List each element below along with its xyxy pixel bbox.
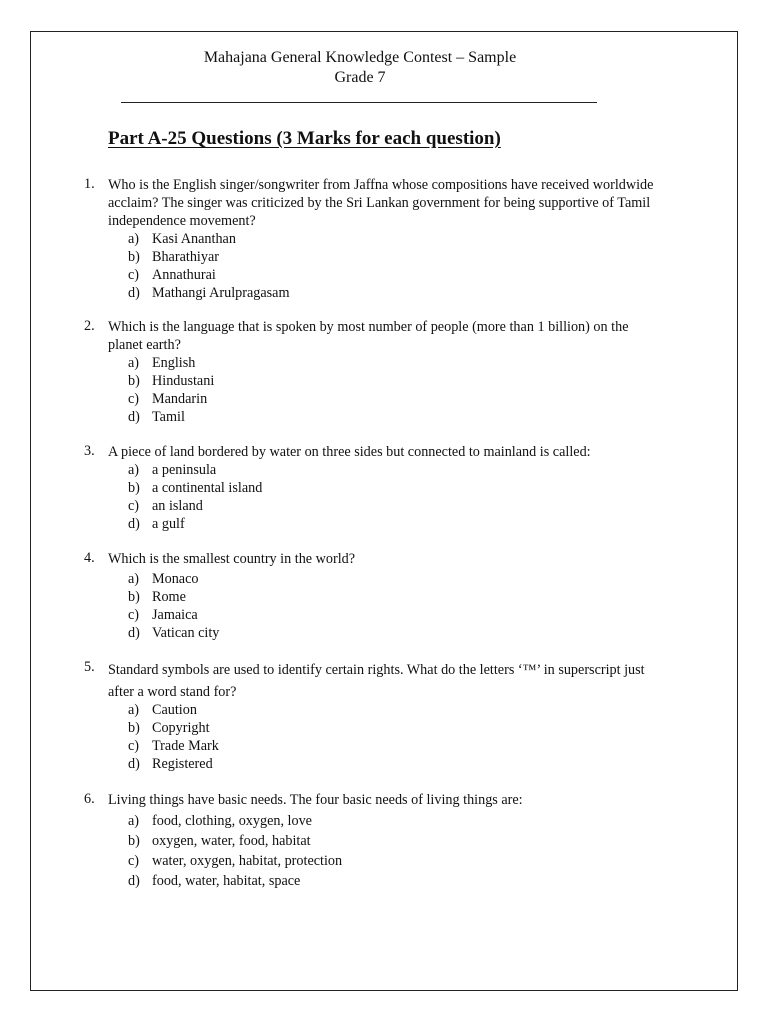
option-item: c) an island [128,498,203,514]
question-number: 3. [84,443,95,459]
option-item: a) Kasi Ananthan [128,231,236,247]
option-item: d) food, water, habitat, space [128,873,301,889]
question-number: 5. [84,659,95,675]
option-item: d) Vatican city [128,625,220,641]
option-item: c) Mandarin [128,391,208,407]
option-item: d) Mathangi Arulpragasam [128,285,290,301]
question-text: Living things have basic needs. The four basic needs of living things are: [108,792,523,808]
question-text: Which is the language that is spoken by most number of people (more than 1 billion) on the planet earth? [108,319,629,353]
option-list [128,230,290,302]
option-item: b) oxygen, water, food, habitat [128,833,311,849]
question-text: A piece of land bordered by water on three sides but connected to mainland is called: [108,444,591,460]
option-item: a) Monaco [128,571,199,587]
option-item: a) food, clothing, oxygen, love [128,813,312,829]
question-text: Who is the English singer/songwriter from Jaffna whose compositions have received worldwide acclaim? The singer was criticized by the Sri Lankan government for being supportive of Tamil independence movement? [108,177,654,229]
option-list [128,811,342,891]
question-number: 1. [84,176,95,192]
option-item: d) Tamil [128,409,185,425]
question-text: Standard symbols are used to identify certain rights. What do the letters ‘™’ in superscript just after a word stand for? [108,662,645,700]
header-rule [121,102,597,103]
question-number: 2. [84,318,95,334]
option-list [128,701,219,773]
option-item: b) Hindustani [128,373,215,389]
option-item: a) a peninsula [128,462,217,478]
option-item: d) Registered [128,756,213,772]
option-item: b) Rome [128,589,186,605]
option-item: a) English [128,355,196,371]
option-list [128,570,219,642]
question-number: 4. [84,550,95,566]
option-item: c) Trade Mark [128,738,219,754]
option-list [128,354,214,426]
grade-label: Grade 7 [334,69,386,86]
option-item: c) Jamaica [128,607,198,623]
option-item: c) Annathurai [128,267,216,283]
question-text: Which is the smallest country in the world? [108,551,356,567]
option-item: b) a continental island [128,480,263,496]
option-item: a) Caution [128,702,197,718]
option-item: c) water, oxygen, habitat, protection [128,853,343,869]
part-heading: Part A-25 Questions (3 Marks for each question) [108,128,501,149]
option-list [128,461,262,533]
option-item: d) a gulf [128,516,185,532]
question-number: 6. [84,791,95,807]
option-item: b) Copyright [128,720,210,736]
contest-title: Mahajana General Knowledge Contest – Sample [203,49,517,66]
option-item: b) Bharathiyar [128,249,219,265]
